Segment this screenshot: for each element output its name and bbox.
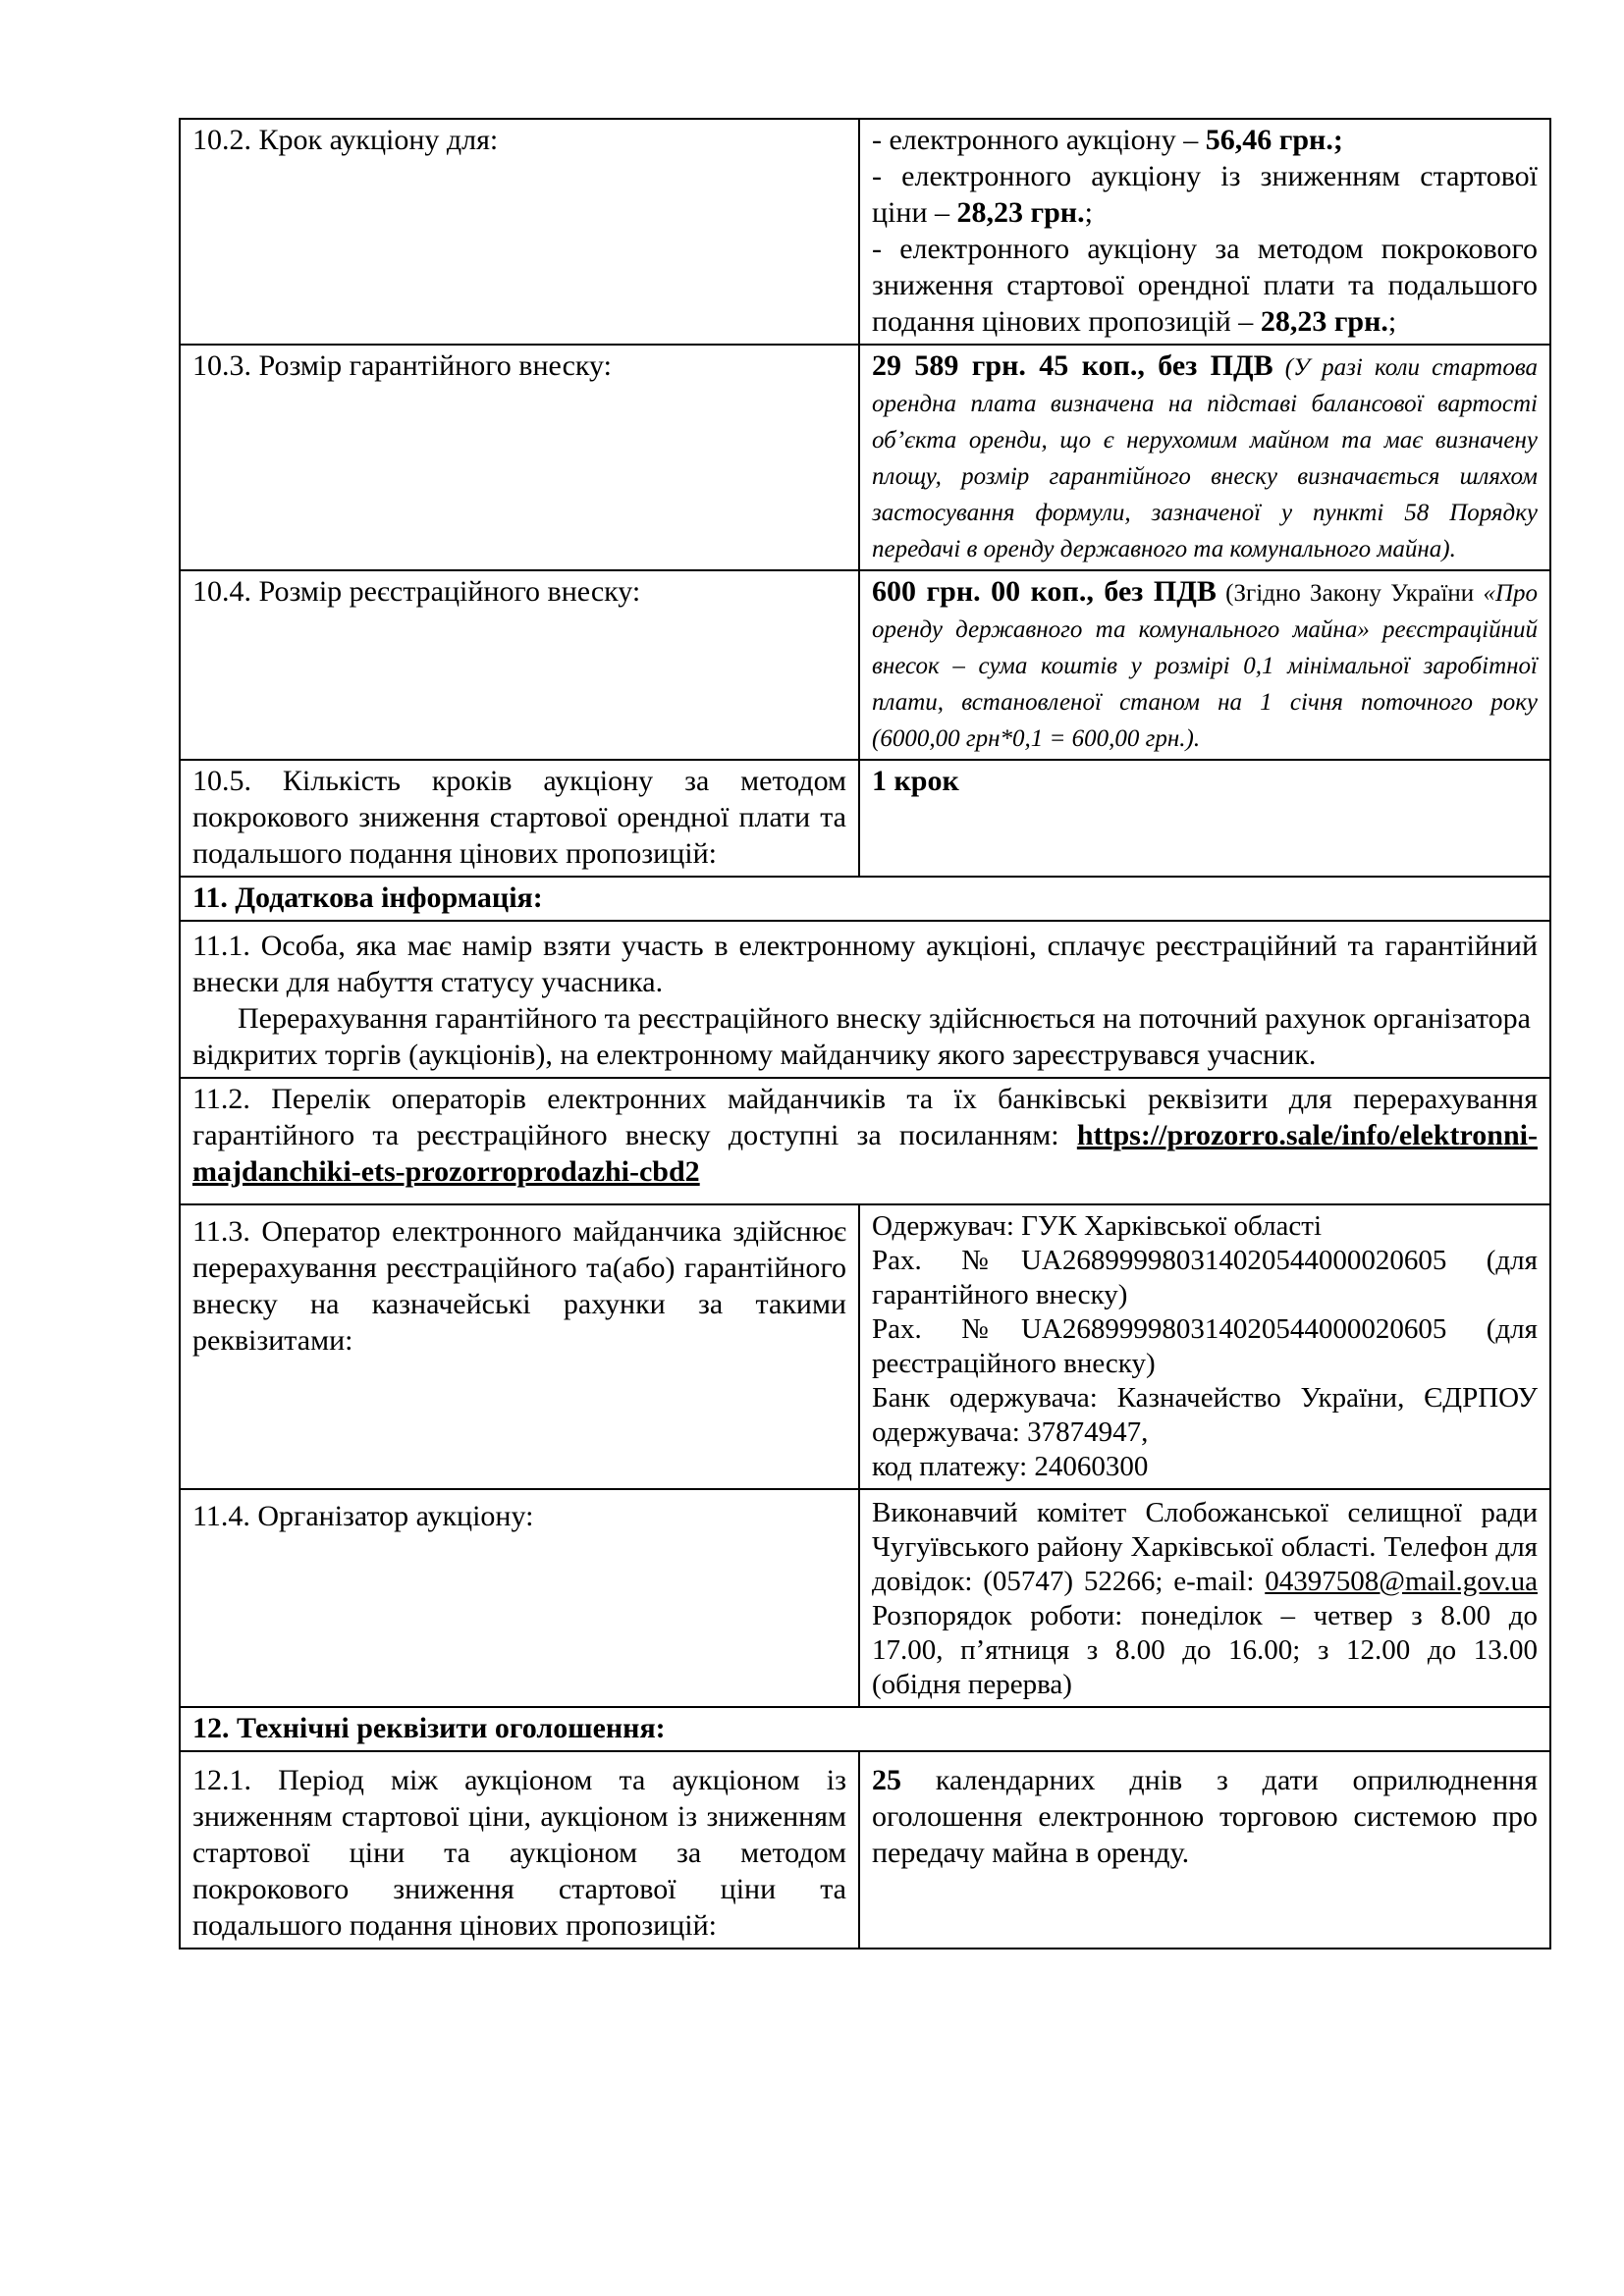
row-12-1 [180, 1751, 1550, 1949]
auction-terms-table [179, 118, 1551, 1949]
row-10-2-value [859, 119, 1550, 345]
row-11-4-value: Виконавчий комітет Слобожанської селищної ради Чугуївського району Харківської області. Телефон для довідок: (05747) 52266; e-mail: 04397508@mail.gov.ua Розпорядок роботи: понеділок – четвер з 8.00 до 17.00, п’ятниця з 8.00 до 16.00; з 12.00 до 13.00 (обідня перерва) [859, 1489, 1550, 1707]
account-guarantee: Рах. №UA268999980314020544000020605 (для гарантійного внеску) [872, 1245, 1538, 1310]
account-registration: Рах. №UA268999980314020544000020605 (для реєстраційного внеску) [872, 1313, 1538, 1379]
row-11-3-label: 11.3. Оператор електронного майданчика здійснює перерахування реєстраційного та(або) гарантійного внеску на казначейські рахунки за такими реквізитами: [180, 1204, 859, 1489]
section-11-header [180, 877, 1550, 921]
row-10-4 [180, 570, 1550, 760]
guarantee-fee-amount: 29 589 грн. 45 коп., без ПДВ [872, 349, 1273, 382]
step-electronic-auction: - електронного аукціону – 56,46 грн.; [872, 124, 1343, 156]
bank-details: Банк одержувача: Казначейство України, ЄДРПОУ одержувача: 37874947, [872, 1382, 1538, 1448]
step-reduced-start-price: - електронного аукціону із зниженням стартової ціни – 28,23 грн.; [872, 160, 1538, 229]
row-10-3 [180, 345, 1550, 570]
row-10-2-label: 10.2. Крок аукціону для: [180, 119, 859, 345]
section-11-title: 11. Додаткова інформація: [180, 877, 1550, 921]
row-11-2 [180, 1078, 1550, 1204]
row-11-1-text: 11.1. Особа, яка має намір взяти участь в електронному аукціоні, сплачує реєстраційний та гарантійний внески для набуття статусу учасника. Перерахування гарантійного та реєстраційного внеску здійснюється на поточний рахунок організатора відкритих торгів (аукціонів), на електронному майданчику якого зареєструвався учасник. [180, 921, 1550, 1078]
registration-fee-note: «Про оренду державного та комунального майна» реєстраційний внесок – сума коштів у розмірі 0,1 мінімальної заробітної плати, встановленої станом на 1 січня поточного року (6000,00 грн*0,1 = 600,00 грн.). [872, 580, 1538, 752]
row-12-1-label: 12.1. Період між аукціоном та аукціоном із зниженням стартової ціни, аукціоном із зниженням стартової ціни та аукціоном за методом покрокового зниження стартової ціни та подальшого подання цінових пропозицій: [180, 1751, 859, 1949]
row-10-4-label: 10.4. Розмір реєстраційного внеску: [180, 570, 859, 760]
recipient: Одержувач: ГУК Харківської області [872, 1210, 1323, 1242]
section-12-header [180, 1707, 1550, 1751]
row-10-5-label: 10.5. Кількість кроків аукціону за методом покрокового зниження стартової орендної плати та подальшого подання цінових пропозицій: [180, 760, 859, 877]
row-11-2-text: 11.2. Перелік операторів електронних майданчиків та їх банківські реквізити для перерахування гарантійного та реєстраційного внеску доступні за посиланням: https://prozorro.sale/info/elektronni-majdanchiki-ets-prozorroprodazhi-cbd2 [180, 1078, 1550, 1204]
row-10-4-value: 600 грн. 00 коп., без ПДВ (Згідно Закону України «Про оренду державного та комунального майна» реєстраційний внесок – сума коштів у розмірі 0,1 мінімальної заробітної плати, встановленої станом на 1 січня поточного року (6000,00 грн*0,1 = 600,00 грн.). [859, 570, 1550, 760]
row-11-3-value [859, 1204, 1550, 1489]
registration-fee-amount: 600 грн. 00 коп., без ПДВ [872, 575, 1217, 608]
row-11-3 [180, 1204, 1550, 1489]
row-11-4 [180, 1489, 1550, 1707]
row-10-5-value: 1 крок [859, 760, 1550, 877]
operators-list-link[interactable]: https://prozorro.sale/info/elektronni-majdanchiki-ets-prozorroprodazhi-cbd2 [192, 1119, 1538, 1188]
row-11-1 [180, 921, 1550, 1078]
row-10-3-value [859, 345, 1550, 570]
row-11-4-label: 11.4. Організатор аукціону: [180, 1489, 859, 1707]
row-10-2 [180, 119, 1550, 345]
guarantee-fee-note: (У разі коли стартова орендна плата визначена на підставі балансової вартості об’єкта оренди, що є нерухомим майном та має визначену площу, розмір гарантійного внеску визначається шляхом застосування формули, зазначеної у пункті 58 Порядку передачі в оренду державного та комунального майна). [872, 354, 1538, 562]
step-stepwise-reduction: - електронного аукціону за методом покрокового зниження стартової орендної плати та подальшого подання цінових пропозицій – 28,23 грн.; [872, 233, 1538, 338]
row-10-3-label: 10.3. Розмір гарантійного внеску: [180, 345, 859, 570]
row-12-1-value: 25 календарних днів з дати оприлюднення оголошення електронною торговою системою про передачу майна в оренду. [859, 1751, 1550, 1949]
section-12-title: 12. Технічні реквізити оголошення: [180, 1707, 1550, 1751]
row-10-5 [180, 760, 1550, 877]
payment-code: код платежу: 24060300 [872, 1451, 1149, 1482]
organizer-email-link[interactable]: 04397508@mail.gov.ua [1265, 1566, 1538, 1597]
